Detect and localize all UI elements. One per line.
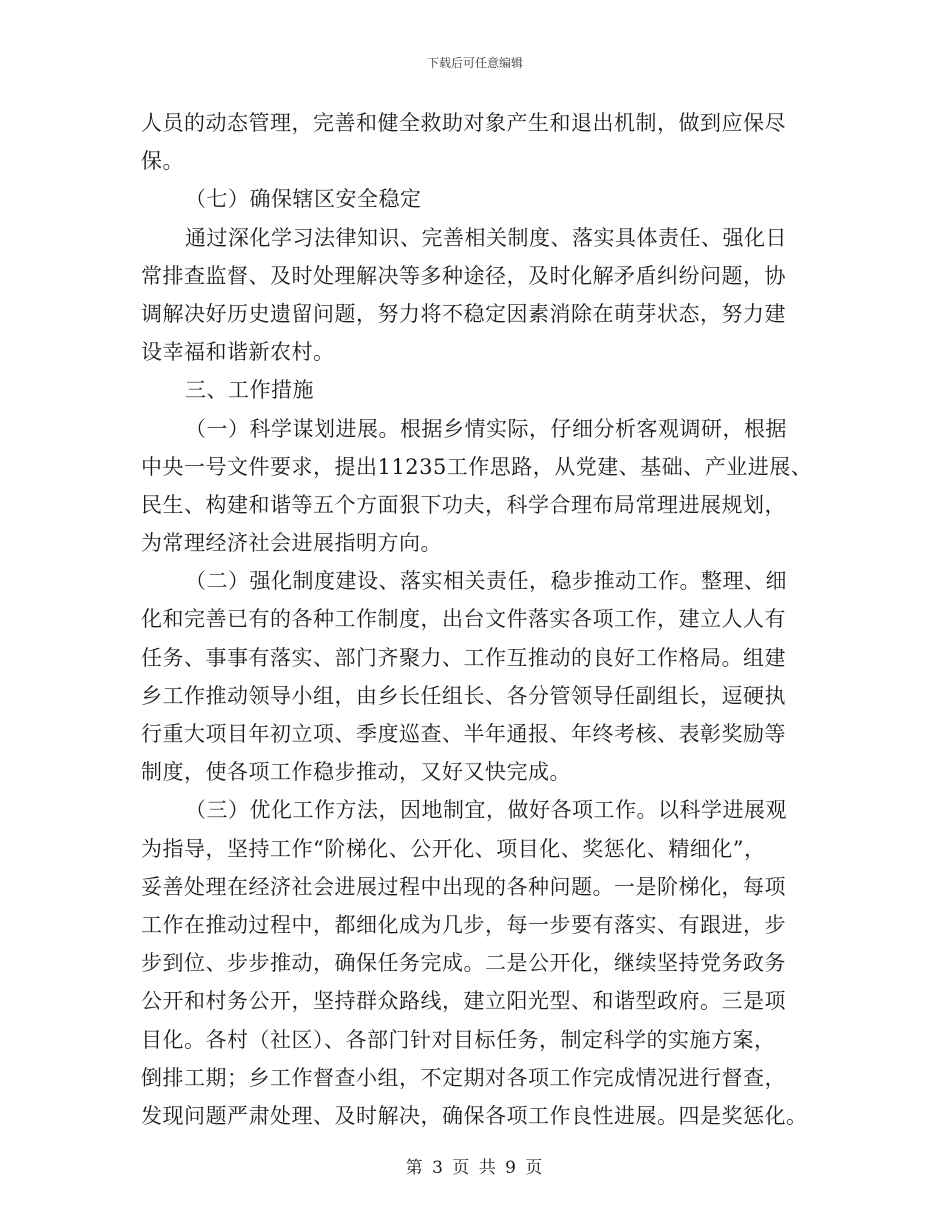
text-line: 三、工作措施 [185,378,314,403]
text-line: 公开和村务公开，坚持群众路线，建立阳光型、和谐型政府。三是项 [141,989,786,1014]
text-line: 保。 [141,149,184,174]
text-line: （七）确保辖区安全稳定 [185,187,422,212]
text-line: （二）强化制度建设、落实相关责任，稳步推动工作。整理、细 [185,569,787,594]
document-body [141,104,813,1135]
text-line: 通过深化学习法律知识、完善相关制度、落实具体责任、强化日 [185,225,787,250]
text-line: 行重大项目年初立项、季度巡查、半年通报、年终考核、表彰奖励等 [141,722,786,746]
page-footer: 第 3 页 共 9 页 [405,1158,545,1178]
text-line: 为指导，坚持工作“阶梯化、公开化、项目化、奖惩化、精细化”， [141,836,766,861]
text-line: 人员的动态管理，完善和健全救助对象产生和退出机制，做到应保尽 [141,111,786,135]
text-line: 发现问题严肃处理、及时解决，确保各项工作良性进展。四是奖惩化。 [141,1103,808,1128]
text-line: 设幸福和谐新农村。 [141,340,335,365]
text-line: 乡工作推动领导小组，由乡长任组长、各分管领导任副组长，逗硬执 [141,683,786,708]
text-line: （三）优化工作方法，因地制宜，做好各项工作。以科学进展观 [185,798,787,823]
text-line: 化和完善已有的各种工作制度，出台文件落实各项工作，建立人人有 [141,607,786,632]
text-line: （一）科学谋划进展。根据乡情实际，仔细分析客观调研，根据 [185,416,787,441]
text-line: 常排查监督、及时处理解决等多种途径，及时化解矛盾纠纷问题，协 [141,263,786,288]
text-line: 妥善处理在经济社会进展过程中出现的各种问题。一是阶梯化，每项 [141,874,786,899]
text-line: 为常理经济社会进展指明方向。 [141,531,442,556]
page-header: 下载后可任意编辑 [426,56,523,70]
text-line: 调解决好历史遗留问题，努力将不稳定因素消除在萌芽状态，努力建 [141,301,786,326]
text-line: 工作在推动过程中，都细化成为几步，每一步要有落实、有跟进，步 [141,912,786,937]
text-line: 中央一号文件要求，提出11235工作思路，从党建、基础、产业进展、 [141,454,813,479]
text-line: 任务、事事有落实、部门齐聚力、工作互推动的良好工作格局。组建 [141,645,786,670]
text-line: 制度，使各项工作稳步推动，又好又快完成。 [141,760,571,785]
text-line: 民生、构建和谐等五个方面狠下功夫，科学合理布局常理进展规划， [141,492,786,517]
text-line: 目化。各村（社区）、各部门针对目标任务，制定科学的实施方案， [141,1027,776,1052]
text-line: 步到位、步步推动，确保任务完成。二是公开化，继续坚持党务政务 [141,951,786,976]
text-line: 倒排工期；乡工作督查小组，不定期对各项工作完成情况进行督查， [141,1065,786,1090]
